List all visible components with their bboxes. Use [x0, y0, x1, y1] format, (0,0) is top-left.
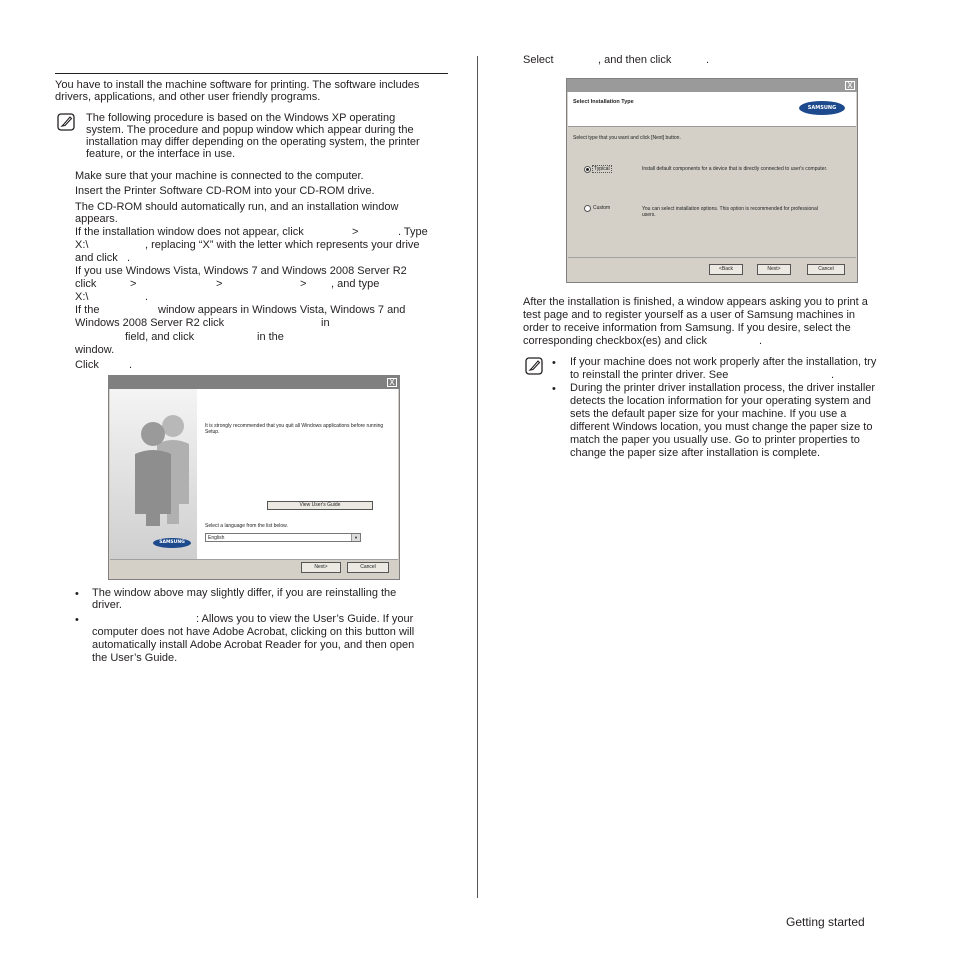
type-text: . Type: [398, 226, 428, 238]
right-note-2-line-1: During the printer driver installation process, the driver installer: [570, 382, 876, 394]
samsung-logo: SAMSUNG: [153, 538, 191, 548]
bullet-2-line-1: : Allows you to view the User’s Guide. If your: [196, 613, 414, 625]
right-note-2-line-4: different Windows location, you must change the paper size to: [570, 421, 873, 433]
select-text: Select: [523, 54, 554, 66]
and-click-text: and click: [75, 252, 118, 264]
period: .: [759, 335, 763, 347]
vista-line-1: If you use Windows Vista, Windows 7 and Windows 2008 Server R2: [75, 265, 407, 277]
click-text: Click: [75, 359, 99, 371]
right-note-2-line-3: sets the default paper size for your machine. If you use a: [570, 408, 847, 420]
intro-line-2: drivers, applications, and other user friendly programs.: [55, 91, 321, 103]
after-line-2: test page and to register yourself as a user of Samsung machines in: [523, 309, 856, 321]
dialog-titlebar: [567, 79, 857, 92]
if-the-text: If the: [75, 304, 100, 316]
custom-description: You can select installation options. This option is recommended for professional users.: [642, 206, 818, 218]
step-3-line-1: The CD-ROM should automatically run, and an installation window: [75, 201, 399, 213]
language-value: English: [208, 535, 225, 541]
cancel-button[interactable]: Cancel: [807, 264, 845, 275]
drive-prefix: X:\: [75, 239, 89, 251]
select-type-prompt: Select type that you want and click [Next] button.: [573, 135, 681, 141]
replacing-text: , replacing “X” with the letter which represents your drive: [145, 239, 420, 251]
next-button[interactable]: Next>: [301, 562, 341, 573]
typical-label[interactable]: Typical: [594, 166, 610, 172]
right-note-1-line-2: to reinstall the printer driver. See: [570, 369, 729, 381]
period: .: [127, 252, 131, 264]
typical-description: Install default components for a device that is directly connected to user's computer.: [642, 166, 828, 172]
note-line-4: feature, or the interface in use.: [86, 148, 236, 160]
bullet-mark: •: [552, 357, 556, 369]
note-line-3: installation may differ depending on the operating system, the printer: [86, 136, 420, 148]
bullet-mark: •: [75, 614, 79, 626]
radio-dot: [586, 168, 589, 171]
quit-message: It is strongly recommended that you quit all Windows applications before running Setup.: [205, 423, 384, 435]
drive-prefix: X:\: [75, 291, 89, 303]
bullet-mark: •: [75, 588, 79, 600]
window-appears-text: window appears in Windows Vista, Windows 7 and: [158, 304, 406, 316]
bullet-2-line-3: automatically install Adobe Acrobat Reader for you, and then open: [92, 639, 415, 651]
window-text: window.: [75, 344, 115, 356]
chevron-down-icon[interactable]: ▼: [351, 534, 360, 541]
bullet-1-line-1: The window above may slightly differ, if you are reinstalling the: [92, 587, 397, 599]
step-1: Make sure that your machine is connected to the computer.: [75, 170, 364, 182]
samsung-logo: SAMSUNG: [799, 101, 845, 115]
server-click-text: Windows 2008 Server R2 click: [75, 317, 225, 329]
column-divider: [477, 56, 478, 898]
after-line-3: order to receive information from Samsung. If you desire, select the: [523, 322, 851, 334]
after-line-1: After the installation is finished, a window appears asking you to print a: [523, 296, 868, 308]
in-the-text: in the: [257, 331, 284, 343]
next-button[interactable]: Next>: [757, 264, 791, 275]
gt-sep: >: [130, 278, 137, 290]
gt-sep: >: [300, 278, 307, 290]
right-note-2-line-5: match the paper you usually use. Go to printer properties to: [570, 434, 860, 446]
field-click-text: field, and click: [125, 331, 195, 343]
note-line-1: The following procedure is based on the Windows XP operating: [86, 112, 396, 124]
bullet-mark: •: [552, 383, 556, 395]
intro-line-1: You have to install the machine software for printing. The software includes: [55, 79, 420, 91]
back-button[interactable]: <Back: [709, 264, 743, 275]
then-click-text: , and then click: [598, 54, 672, 66]
note-line-2: system. The procedure and popup window which appear during the: [86, 124, 414, 136]
people-icon: [127, 406, 195, 526]
installation-type-dialog: [566, 78, 858, 283]
period: .: [129, 359, 133, 371]
section-rule: [55, 73, 448, 74]
in-text: in: [321, 317, 330, 329]
bullet-2-line-2: computer does not have Adobe Acrobat, clicking on this button will: [92, 626, 415, 638]
bullet-1-line-2: driver.: [92, 599, 122, 611]
right-note-2-line-2: detects the location information for your operating system and: [570, 395, 871, 407]
select-language-label: Select a language from the list below.: [205, 523, 288, 529]
gt-sep: >: [216, 278, 223, 290]
typical-radio[interactable]: [584, 166, 591, 173]
custom-label[interactable]: Custom: [593, 205, 611, 211]
custom-radio[interactable]: [584, 205, 591, 212]
bullet-2-line-4: the User’s Guide.: [92, 652, 178, 664]
cancel-button[interactable]: Cancel: [347, 562, 389, 573]
close-icon[interactable]: X: [845, 81, 855, 90]
close-icon[interactable]: X: [387, 378, 397, 387]
period: .: [145, 291, 149, 303]
after-line-4: corresponding checkbox(es) and click: [523, 335, 708, 347]
footer-section-title: Getting started: [786, 915, 865, 929]
right-note-1-line-1: If your machine does not work properly after the installation, try: [570, 356, 877, 368]
dialog-separator: [568, 257, 856, 258]
step-3-line-2: appears.: [75, 213, 118, 225]
dialog-separator: [110, 559, 398, 560]
step-2: Insert the Printer Software CD-ROM into your CD-ROM drive.: [75, 185, 375, 197]
note-icon: [525, 357, 543, 375]
dialog-header: Select Installation Type: [573, 99, 634, 105]
vista-click: click: [75, 278, 97, 290]
view-users-guide-button[interactable]: View User's Guide: [267, 501, 373, 510]
period: .: [831, 369, 835, 381]
period: .: [706, 54, 710, 66]
and-type-text: , and type: [331, 278, 380, 290]
right-note-2-line-6: change the paper size after installation is complete.: [570, 447, 821, 459]
gt-sep: >: [352, 226, 359, 238]
dialog-titlebar: [109, 376, 399, 389]
note-icon: [57, 113, 75, 131]
step-3-text-a: If the installation window does not appear, click: [75, 226, 304, 238]
setup-dialog: [108, 375, 400, 580]
language-select[interactable]: [205, 533, 361, 542]
